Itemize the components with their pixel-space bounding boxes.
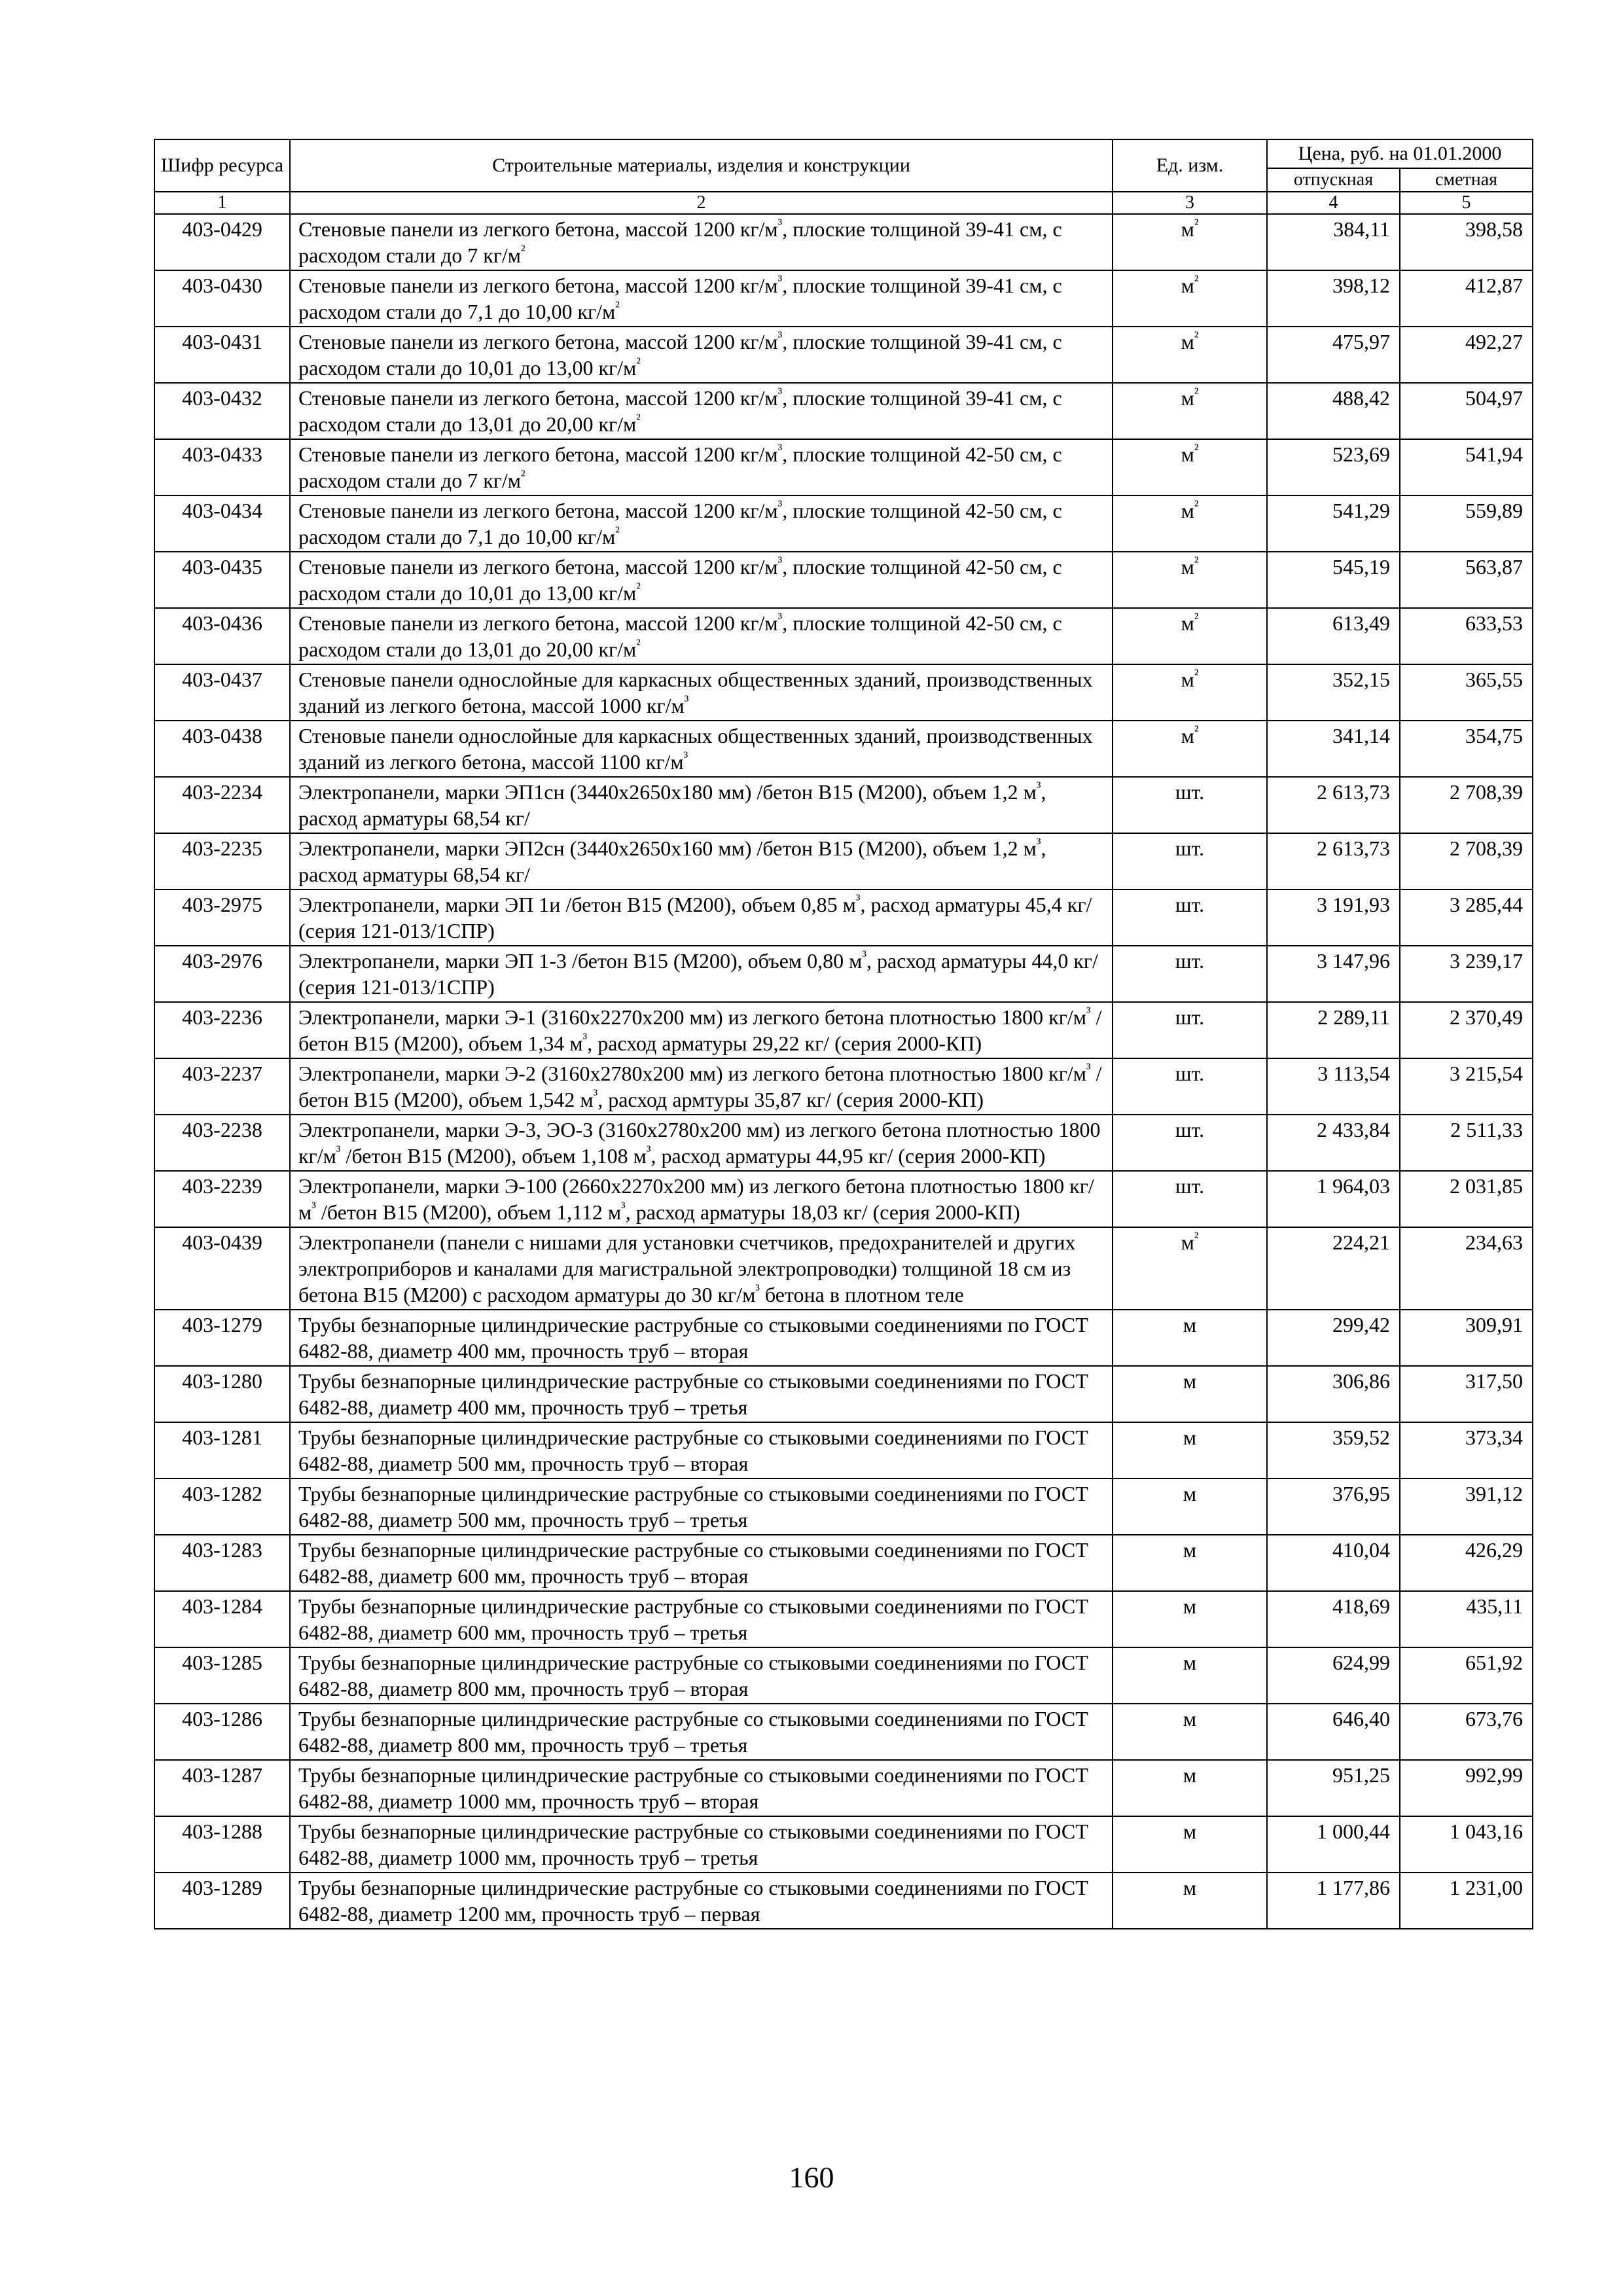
price-table-container [154,139,1532,1929]
row-price-estimate: 563,87 [1400,552,1533,608]
row-code: 403-0433 [154,439,290,495]
row-unit: $м^{^2}$ [1113,721,1267,777]
row-code: 403-2975 [154,889,290,946]
row-code: 403-2976 [154,946,290,1002]
row-price-release: 646,40 [1267,1704,1400,1760]
row-code: 403-1282 [154,1479,290,1535]
table-row [154,439,1533,495]
header-code: Шифр ресурса [154,139,290,192]
row-name: Электропанели, марки Э-2 (3160х2780х200 мм) из легкого бетона плотностью 1800 $кг/м^{^3}$ /бетон В15 (М200), объем 1,542 $м^{^3}$, расход армтуры 35,87 кг/ (серия 2000-КП) [290,1058,1113,1115]
row-unit: м [1113,1704,1267,1760]
row-code: 403-0436 [154,608,290,664]
row-price-release: 306,86 [1267,1366,1400,1422]
row-name: Стеновые панели однослойные для каркасных общественных зданий, производственных зданий из легкого бетона, массой 1100 $кг/м^{^3}$ [290,721,1113,777]
row-price-release: 475,97 [1267,327,1400,383]
row-price-release: 523,69 [1267,439,1400,495]
page-number: 160 [789,2161,834,2194]
row-price-release: 376,95 [1267,1479,1400,1535]
row-price-estimate: 2 511,33 [1400,1115,1533,1171]
table-row [154,777,1533,833]
row-price-estimate: 398,58 [1400,214,1533,270]
table-row [154,1366,1533,1422]
header-price: Цена, руб. на 01.01.2000 [1267,139,1533,168]
row-unit: шт. [1113,1002,1267,1058]
row-unit: $м^{^2}$ [1113,439,1267,495]
row-code: 403-1280 [154,1366,290,1422]
row-name: Электропанели, марки Э-100 (2660х2270х200 мм) из легкого бетона плотностью 1800 $кг/м^{^3}$ /бетон В15 (М200), объем 1,112 $м^{^3}$, расход арматуры 18,03 кг/ (серия 2000-КП) [290,1171,1113,1227]
row-unit: шт. [1113,889,1267,946]
row-price-release: 3 147,96 [1267,946,1400,1002]
price-table [154,139,1533,1929]
row-price-estimate: 2 370,49 [1400,1002,1533,1058]
row-unit: $м^{^2}$ [1113,664,1267,721]
row-unit: шт. [1113,1115,1267,1171]
row-price-release: 951,25 [1267,1760,1400,1816]
row-unit: $м^{^2}$ [1113,1227,1267,1310]
row-price-release: 359,52 [1267,1422,1400,1479]
row-unit: $м^{^2}$ [1113,552,1267,608]
row-price-estimate: 234,63 [1400,1227,1533,1310]
table-row [154,1591,1533,1647]
row-code: 403-1288 [154,1816,290,1873]
row-unit: шт. [1113,946,1267,1002]
table-row [154,214,1533,270]
table-row [154,1310,1533,1366]
row-unit: м [1113,1591,1267,1647]
row-price-release: 488,42 [1267,383,1400,439]
row-price-estimate: 412,87 [1400,270,1533,327]
row-name: Электропанели, марки Э-3, ЭО-3 (3160х2780х200 мм) из легкого бетона плотностью 1800 $кг/м^{^3}$ /бетон В15 (М200), объем 1,108 $м^{^3}$, расход арматуры 44,95 кг/ (серия 2000-КП) [290,1115,1113,1171]
row-price-release: 2 613,73 [1267,833,1400,889]
row-unit: м [1113,1479,1267,1535]
column-number: 1 [154,192,290,214]
row-name: Электропанели, марки ЭП 1и /бетон В15 (М200), объем 0,85 $м^{^3}$, расход арматуры 45,4 кг/ (серия 121-013/1СПР) [290,889,1113,946]
row-unit: шт. [1113,1171,1267,1227]
table-row [154,327,1533,383]
row-code: 403-1285 [154,1647,290,1704]
row-unit: шт. [1113,777,1267,833]
row-name: Трубы безнапорные цилиндрические раструбные со стыковыми соединениями по ГОСТ 6482-88, диаметр 800 мм, прочность труб – третья [290,1704,1113,1760]
table-row [154,1227,1533,1310]
row-name: Электропанели, марки ЭП2сн (3440х2650х160 мм) /бетон В15 (М200), объем 1,2 $м^{^3}$, расход арматуры 68,54 кг/ [290,833,1113,889]
row-price-release: 299,42 [1267,1310,1400,1366]
table-row [154,1535,1533,1591]
row-price-release: 545,19 [1267,552,1400,608]
row-code: 403-1279 [154,1310,290,1366]
row-code: 403-1287 [154,1760,290,1816]
row-code: 403-2235 [154,833,290,889]
row-name: Трубы безнапорные цилиндрические раструбные со стыковыми соединениями по ГОСТ 6482-88, диаметр 1200 мм, прочность труб – первая [290,1873,1113,1929]
table-row [154,270,1533,327]
row-name: Трубы безнапорные цилиндрические раструбные со стыковыми соединениями по ГОСТ 6482-88, диаметр 500 мм, прочность труб – вторая [290,1422,1113,1479]
table-row [154,1873,1533,1929]
row-name: Электропанели, марки Э-1 (3160х2270х200 мм) из легкого бетона плотностью 1800 $кг/м^{^3}$ /бетон В15 (М200), объем 1,34 $м^{^3}$, расход арматуры 29,22 кг/ (серия 2000-КП) [290,1002,1113,1058]
table-row [154,1647,1533,1704]
row-code: 403-1286 [154,1704,290,1760]
row-name: Трубы безнапорные цилиндрические раструбные со стыковыми соединениями по ГОСТ 6482-88, диаметр 800 мм, прочность труб – вторая [290,1647,1113,1704]
row-price-release: 341,14 [1267,721,1400,777]
row-code: 403-2239 [154,1171,290,1227]
table-row [154,1422,1533,1479]
row-unit: $м^{^2}$ [1113,383,1267,439]
row-price-estimate: 492,27 [1400,327,1533,383]
row-price-release: 352,15 [1267,664,1400,721]
row-price-estimate: 309,91 [1400,1310,1533,1366]
row-price-estimate: 365,55 [1400,664,1533,721]
row-name: Трубы безнапорные цилиндрические раструбные со стыковыми соединениями по ГОСТ 6482-88, диаметр 600 мм, прочность труб – третья [290,1591,1113,1647]
row-name: Стеновые панели из легкого бетона, массой 1200 $кг/м^{^3}$, плоские толщиной 42-50 см, с расходом стали до 13,01 до 20,00 $кг/м^{^2}$ [290,608,1113,664]
table-row [154,1760,1533,1816]
row-name: Трубы безнапорные цилиндрические раструбные со стыковыми соединениями по ГОСТ 6482-88, диаметр 400 мм, прочность труб – третья [290,1366,1113,1422]
row-price-release: 541,29 [1267,495,1400,552]
row-price-estimate: 317,50 [1400,1366,1533,1422]
table-row [154,721,1533,777]
row-name: Трубы безнапорные цилиндрические раструбные со стыковыми соединениями по ГОСТ 6482-88, диаметр 1000 мм, прочность труб – третья [290,1816,1113,1873]
row-name: Стеновые панели из легкого бетона, массой 1200 $кг/м^{^3}$, плоские толщиной 42-50 см, с расходом стали до 7 $кг/м^{^2}$ [290,439,1113,495]
row-code: 403-1284 [154,1591,290,1647]
row-price-estimate: 673,76 [1400,1704,1533,1760]
row-unit: м [1113,1873,1267,1929]
row-code: 403-1283 [154,1535,290,1591]
row-price-estimate: 541,94 [1400,439,1533,495]
row-price-estimate: 435,11 [1400,1591,1533,1647]
table-row [154,664,1533,721]
table-row [154,1816,1533,1873]
row-price-estimate: 2 031,85 [1400,1171,1533,1227]
row-name: Стеновые панели однослойные для каркасных общественных зданий, производственных зданий из легкого бетона, массой 1000 $кг/м^{^3}$ [290,664,1113,721]
row-code: 403-0432 [154,383,290,439]
row-code: 403-0430 [154,270,290,327]
row-name: Электропанели, марки ЭП 1-3 /бетон В15 (М200), объем 0,80 $м^{^3}$, расход арматуры 44,0 кг/ (серия 121-013/1СПР) [290,946,1113,1002]
row-code: 403-2236 [154,1002,290,1058]
column-number: 4 [1267,192,1400,214]
row-price-release: 2 433,84 [1267,1115,1400,1171]
row-price-release: 1 177,86 [1267,1873,1400,1929]
row-name: Стеновые панели из легкого бетона, массой 1200 $кг/м^{^3}$, плоские толщиной 39-41 см, с расходом стали до 7,1 до 10,00 $кг/м^{^2}$ [290,270,1113,327]
row-unit: $м^{^2}$ [1113,270,1267,327]
row-code: 403-2238 [154,1115,290,1171]
row-name: Трубы безнапорные цилиндрические раструбные со стыковыми соединениями по ГОСТ 6482-88, диаметр 500 мм, прочность труб – третья [290,1479,1113,1535]
row-price-release: 398,12 [1267,270,1400,327]
table-row [154,495,1533,552]
row-unit: м [1113,1422,1267,1479]
row-price-release: 2 289,11 [1267,1002,1400,1058]
row-name: Стеновые панели из легкого бетона, массой 1200 $кг/м^{^3}$, плоские толщиной 39-41 см, с расходом стали до 13,01 до 20,00 $кг/м^{^2}$ [290,383,1113,439]
row-unit: $м^{^2}$ [1113,214,1267,270]
row-price-release: 3 191,93 [1267,889,1400,946]
table-row [154,1058,1533,1115]
row-price-estimate: 354,75 [1400,721,1533,777]
header-unit: Ед. изм. [1113,139,1267,192]
row-unit: м [1113,1647,1267,1704]
row-price-estimate: 1 043,16 [1400,1816,1533,1873]
row-price-release: 410,04 [1267,1535,1400,1591]
row-price-estimate: 651,92 [1400,1647,1533,1704]
row-unit: м [1113,1310,1267,1366]
table-row [154,946,1533,1002]
column-number: 3 [1113,192,1267,214]
row-unit: шт. [1113,833,1267,889]
header-name: Строительные материалы, изделия и конструкции [290,139,1113,192]
row-price-release: 2 613,73 [1267,777,1400,833]
column-number: 2 [290,192,1113,214]
table-row [154,1002,1533,1058]
table-row [154,889,1533,946]
row-code: 403-2234 [154,777,290,833]
row-name: Трубы безнапорные цилиндрические раструбные со стыковыми соединениями по ГОСТ 6482-88, диаметр 400 мм, прочность труб – вторая [290,1310,1113,1366]
row-price-estimate: 3 285,44 [1400,889,1533,946]
table-row [154,552,1533,608]
table-row [154,1704,1533,1760]
row-price-release: 624,99 [1267,1647,1400,1704]
table-row [154,833,1533,889]
row-unit: м [1113,1816,1267,1873]
row-name: Стеновые панели из легкого бетона, массой 1200 $кг/м^{^3}$, плоские толщиной 42-50 см, с расходом стали до 7,1 до 10,00 $кг/м^{^2}$ [290,495,1113,552]
row-unit: шт. [1113,1058,1267,1115]
row-price-release: 1 000,44 [1267,1816,1400,1873]
row-price-estimate: 373,34 [1400,1422,1533,1479]
row-code: 403-1289 [154,1873,290,1929]
row-price-estimate: 391,12 [1400,1479,1533,1535]
table-row [154,1171,1533,1227]
row-code: 403-2237 [154,1058,290,1115]
header-price-estimate: сметная [1400,168,1533,192]
row-unit: м [1113,1760,1267,1816]
row-code: 403-0431 [154,327,290,383]
row-name: Электропанели (панели с нишами для установки счетчиков, предохранителей и других электроприборов и каналами для магистральной электропроводки) толщиной 18 см из бетона В15 (М200) с расходом арматуры до 30 $кг/м^{^3}$ бетона в плотном теле [290,1227,1113,1310]
row-unit: $м^{^2}$ [1113,327,1267,383]
row-price-release: 3 113,54 [1267,1058,1400,1115]
row-price-estimate: 1 231,00 [1400,1873,1533,1929]
table-row [154,608,1533,664]
row-price-release: 1 964,03 [1267,1171,1400,1227]
row-name: Трубы безнапорные цилиндрические раструбные со стыковыми соединениями по ГОСТ 6482-88, диаметр 600 мм, прочность труб – вторая [290,1535,1113,1591]
row-price-release: 384,11 [1267,214,1400,270]
row-price-estimate: 2 708,39 [1400,833,1533,889]
header-price-release: отпускная [1267,168,1400,192]
row-name: Стеновые панели из легкого бетона, массой 1200 $кг/м^{^3}$, плоские толщиной 42-50 см, с расходом стали до 10,01 до 13,00 $кг/м^{^2}$ [290,552,1113,608]
row-code: 403-0437 [154,664,290,721]
row-price-estimate: 559,89 [1400,495,1533,552]
row-unit: м [1113,1366,1267,1422]
row-code: 403-0438 [154,721,290,777]
row-name: Стеновые панели из легкого бетона, массой 1200 $кг/м^{^3}$, плоские толщиной 39-41 см, с расходом стали до 10,01 до 13,00 $кг/м^{^2}$ [290,327,1113,383]
row-price-release: 418,69 [1267,1591,1400,1647]
row-price-release: 224,21 [1267,1227,1400,1310]
row-name: Электропанели, марки ЭП1сн (3440х2650х180 мм) /бетон В15 (М200), объем 1,2 $м^{^3}$, расход арматуры 68,54 кг/ [290,777,1113,833]
row-price-estimate: 3 239,17 [1400,946,1533,1002]
row-name: Трубы безнапорные цилиндрические раструбные со стыковыми соединениями по ГОСТ 6482-88, диаметр 1000 мм, прочность труб – вторая [290,1760,1113,1816]
row-code: 403-0429 [154,214,290,270]
row-price-estimate: 2 708,39 [1400,777,1533,833]
column-number: 5 [1400,192,1533,214]
row-name: Стеновые панели из легкого бетона, массой 1200 $кг/м^{^3}$, плоские толщиной 39-41 см, с расходом стали до 7 $кг/м^{^2}$ [290,214,1113,270]
row-price-estimate: 992,99 [1400,1760,1533,1816]
table-row [154,1479,1533,1535]
row-code: 403-1281 [154,1422,290,1479]
row-price-estimate: 3 215,54 [1400,1058,1533,1115]
row-code: 403-0434 [154,495,290,552]
row-unit: $м^{^2}$ [1113,495,1267,552]
table-body [154,214,1533,1929]
row-unit: м [1113,1535,1267,1591]
row-code: 403-0439 [154,1227,290,1310]
row-code: 403-0435 [154,552,290,608]
row-price-estimate: 426,29 [1400,1535,1533,1591]
table-row [154,383,1533,439]
row-price-release: 613,49 [1267,608,1400,664]
table-row [154,1115,1533,1171]
row-price-estimate: 504,97 [1400,383,1533,439]
row-price-estimate: 633,53 [1400,608,1533,664]
row-unit: $м^{^2}$ [1113,608,1267,664]
